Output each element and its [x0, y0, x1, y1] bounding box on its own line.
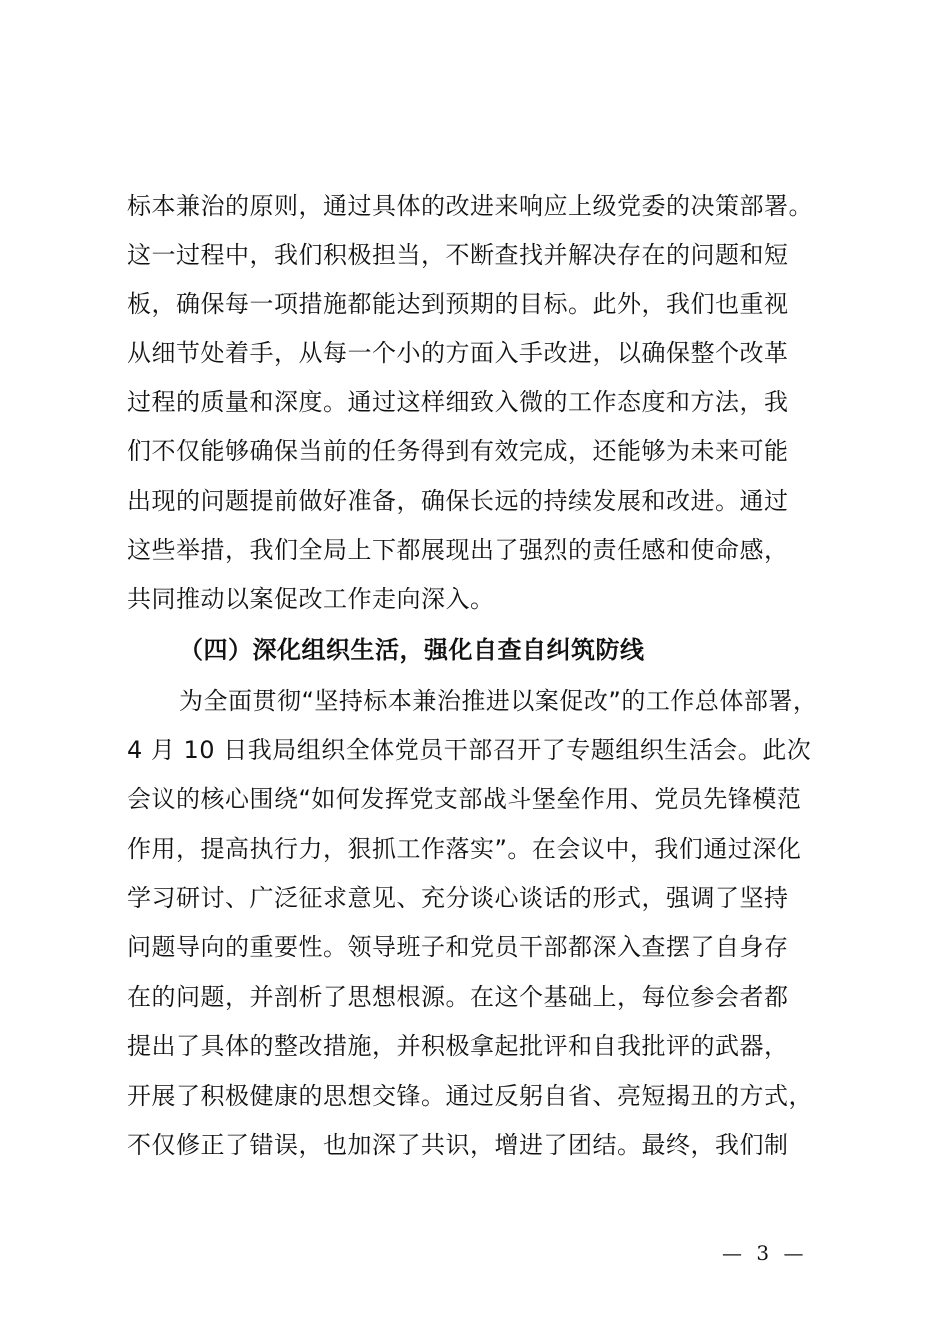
paragraph-first-line: 为全面贯彻“坚持标本兼治推进以案促改”的工作总体部署，	[179, 687, 818, 715]
body-text-line: 提出了具体的整改措施，并积极拿起批评和自我批评的武器，	[127, 1032, 789, 1060]
body-text-line: 在的问题，并剖析了思想根源。在这个基础上，每位参会者都	[127, 983, 789, 1011]
body-text-line: 标本兼治的原则，通过具体的改进来响应上级党委的决策部署。	[127, 192, 813, 220]
body-text-line: 问题导向的重要性。领导班子和党员干部都深入查摆了自身存	[127, 933, 789, 961]
body-text-line: 不仅修正了错误，也加深了共识，增进了团结。最终，我们制	[127, 1131, 789, 1159]
body-text-line: 这一过程中，我们积极担当，不断查找并解决存在的问题和短	[127, 241, 789, 269]
body-text-line: 开展了积极健康的思想交锋。通过反躬自省、亮短揭丑的方式，	[127, 1082, 813, 1110]
body-text-line: 共同推动以案促改工作走向深入。	[127, 585, 495, 613]
page-number: — 3 —	[722, 1241, 808, 1265]
body-text-line: 会议的核心围绕“如何发挥党支部战斗堡垒作用、党员先锋模范	[127, 785, 802, 813]
body-text-line: 出现的问题提前做好准备，确保长远的持续发展和改进。通过	[127, 487, 789, 515]
body-text-line: 作用，提高执行力，狠抓工作落实”。在会议中，我们通过深化	[127, 835, 802, 863]
body-text-line: 过程的质量和深度。通过这样细致入微的工作态度和方法，我	[127, 388, 789, 416]
body-text-line: 学习研讨、广泛征求意见、充分谈心谈话的形式，强调了坚持	[127, 884, 789, 912]
section-heading: （四）深化组织生活，强化自查自纠筑防线	[179, 636, 645, 664]
body-text-line: 这些举措，我们全局上下都展现出了强烈的责任感和使命感，	[127, 536, 789, 564]
body-text-line: 板，确保每一项措施都能达到预期的目标。此外，我们也重视	[127, 290, 789, 318]
body-text-line: 从细节处着手，从每一个小的方面入手改进，以确保整个改革	[127, 339, 789, 367]
body-text-line: 们不仅能够确保当前的任务得到有效完成，还能够为未来可能	[127, 437, 789, 465]
body-text-line: 4 月 10 日我局组织全体党员干部召开了专题组织生活会。此次	[127, 736, 812, 764]
